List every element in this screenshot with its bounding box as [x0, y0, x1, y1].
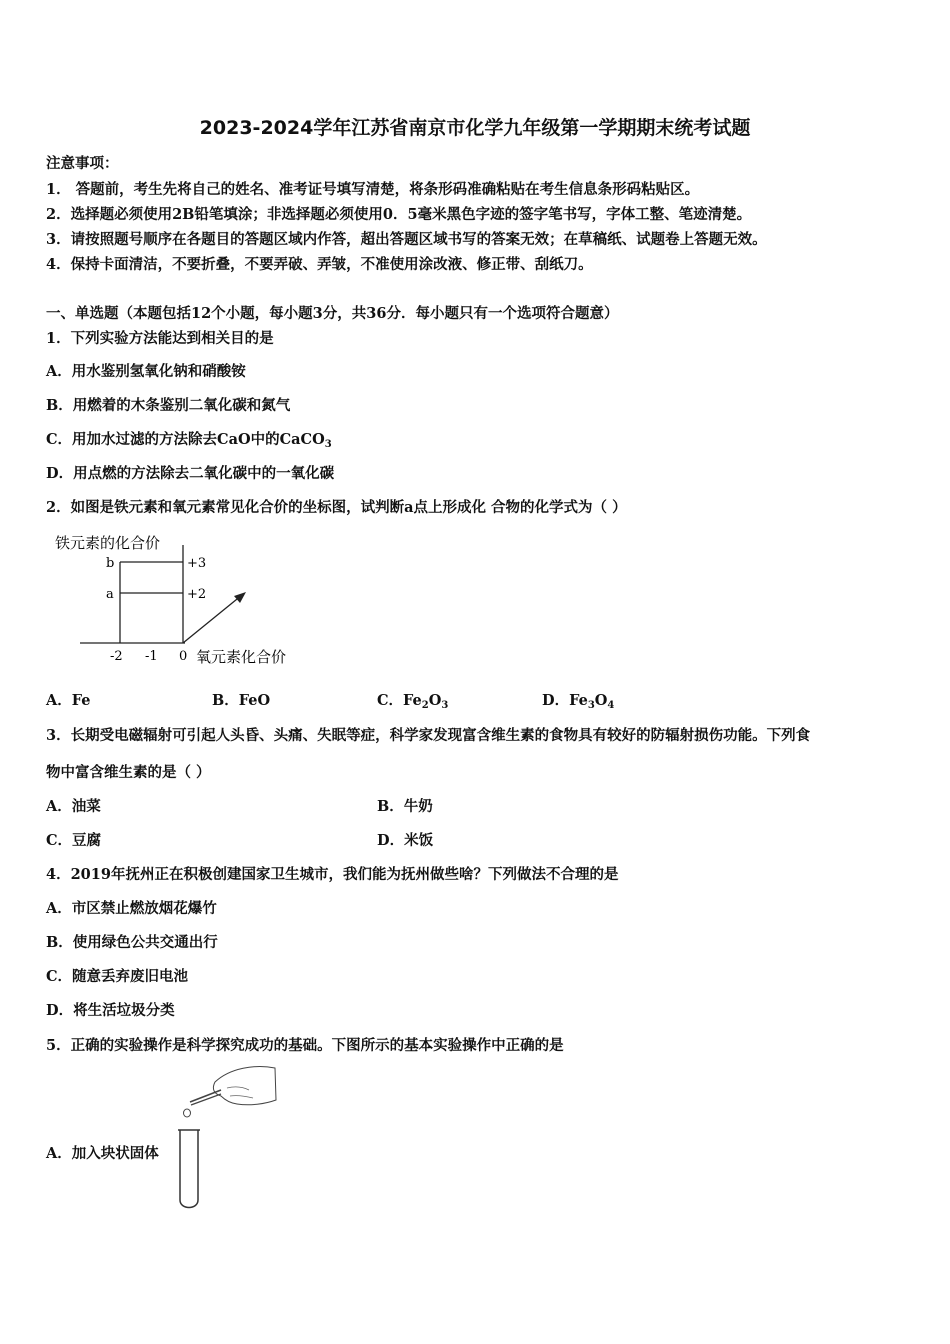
x-axis-label: 氧元素化合价: [196, 648, 287, 666]
label-plus-2: +2: [187, 587, 207, 602]
q2-option-c: [377, 689, 448, 710]
q1-option-c: [46, 428, 332, 449]
label-a: a: [106, 587, 114, 602]
label-b: b: [106, 556, 115, 571]
q2-option-d-text: D．Fe: [542, 692, 588, 709]
q1-option-a: A．用水鉴别氢氧化钠和硝酸铵: [46, 363, 246, 380]
q3-option-a: A．油菜: [46, 798, 101, 815]
q1-option-d: D．用点燃的方法除去二氧化碳中的一氧化碳: [46, 465, 335, 482]
arrow-head: [234, 592, 246, 603]
arrow-line: [183, 595, 242, 643]
q1-option-c-sub: 3: [324, 439, 332, 450]
q1-option-b: B．用燃着的木条鉴别二氧化碳和氮气: [46, 397, 291, 414]
notice-heading: 注意事项：: [46, 155, 119, 172]
q3-stem-line2: 物中富含维生素的是（ ）: [46, 764, 211, 781]
q2-option-c-text: C．Fe: [377, 692, 422, 709]
q2-option-a: A．Fe: [46, 692, 91, 709]
q3-option-c: C．豆腐: [46, 832, 102, 849]
q2-option-d-sub1: 3: [587, 700, 595, 711]
q3-option-b: B．牛奶: [377, 798, 433, 815]
q5-option-a: A．加入块状固体: [46, 1145, 159, 1162]
q2-option-d-sub2: 4: [607, 700, 615, 711]
notice-item-4: 4．保持卡面清洁，不要折叠，不要弄破、弄皱，不准使用涂改液、修正带、刮纸刀。: [46, 256, 593, 273]
tick-zero: 0: [179, 649, 188, 664]
q4-option-b: B．使用绿色公共交通出行: [46, 934, 218, 951]
exam-title: 2023-2024学年江苏省南京市化学九年级第一学期期末统考试题: [199, 117, 751, 139]
label-plus-3: +3: [187, 556, 207, 571]
notice-item-3: 3．请按照题号顺序在各题目的答题区域内作答，超出答题区域书写的答案无效；在草稿纸、试题卷上答题无效。: [46, 231, 767, 248]
test-tube-icon: [180, 1130, 198, 1208]
q4-stem: 4．2019年抚州正在积极创建国家卫生城市，我们能为抚州做些啥？下列做法不合理的是: [46, 866, 619, 883]
q1-stem: 1．下列实验方法能达到相关目的是: [46, 330, 274, 347]
solid-lump-icon: [184, 1109, 191, 1117]
valence-diagram: [50, 525, 310, 673]
q2-option-d-o: O: [594, 692, 608, 709]
notice-item-1: 1． 答题前，考生先将自己的姓名、准考证号填写清楚，将条形码准确粘贴在考生信息条形码粘贴区。: [46, 181, 700, 198]
q5-stem: 5．正确的实验操作是科学探究成功的基础。下图所示的基本实验操作中正确的是: [46, 1037, 564, 1054]
q1-option-c-text: C．用加水过滤的方法除去CaO中的CaCO: [46, 431, 325, 448]
tick-minus-2: -2: [110, 649, 123, 664]
q2-option-c-o: O: [428, 692, 442, 709]
tick-minus-1: -1: [145, 649, 158, 664]
y-axis-label: 铁元素的化合价: [55, 534, 161, 552]
q4-option-d: D．将生活垃圾分类: [46, 1002, 175, 1019]
q3-option-d: D．米饭: [377, 832, 434, 849]
test-tube-illustration: [175, 1060, 280, 1215]
q2-option-c-sub1: 2: [421, 700, 429, 711]
q2-option-b: B．FeO: [212, 692, 271, 709]
q4-option-c: C．随意丢弃废旧电池: [46, 968, 189, 985]
q2-option-c-sub2: 3: [441, 700, 449, 711]
q3-stem-line1: 3．长期受电磁辐射可引起人头昏、头痛、失眠等症，科学家发现富含维生素的食物具有较好的防辐射损伤功能。下列食: [46, 727, 811, 744]
q4-option-a: A．市区禁止燃放烟花爆竹: [46, 900, 217, 917]
hand-icon: [213, 1067, 276, 1105]
q2-option-d: [542, 689, 614, 710]
section-heading: 一、单选题（本题包括12个小题，每小题3分，共36分．每小题只有一个选项符合题意）: [46, 305, 619, 322]
q2-stem: 2．如图是铁元素和氧元素常见化合价的坐标图，试判断a点上形成化 合物的化学式为（ ）: [46, 499, 627, 516]
notice-item-2: 2．选择题必须使用2B铅笔填涂；非选择题必须使用0．5毫米黑色字迹的签字笔书写，字体工整、笔迹清楚。: [46, 206, 752, 223]
